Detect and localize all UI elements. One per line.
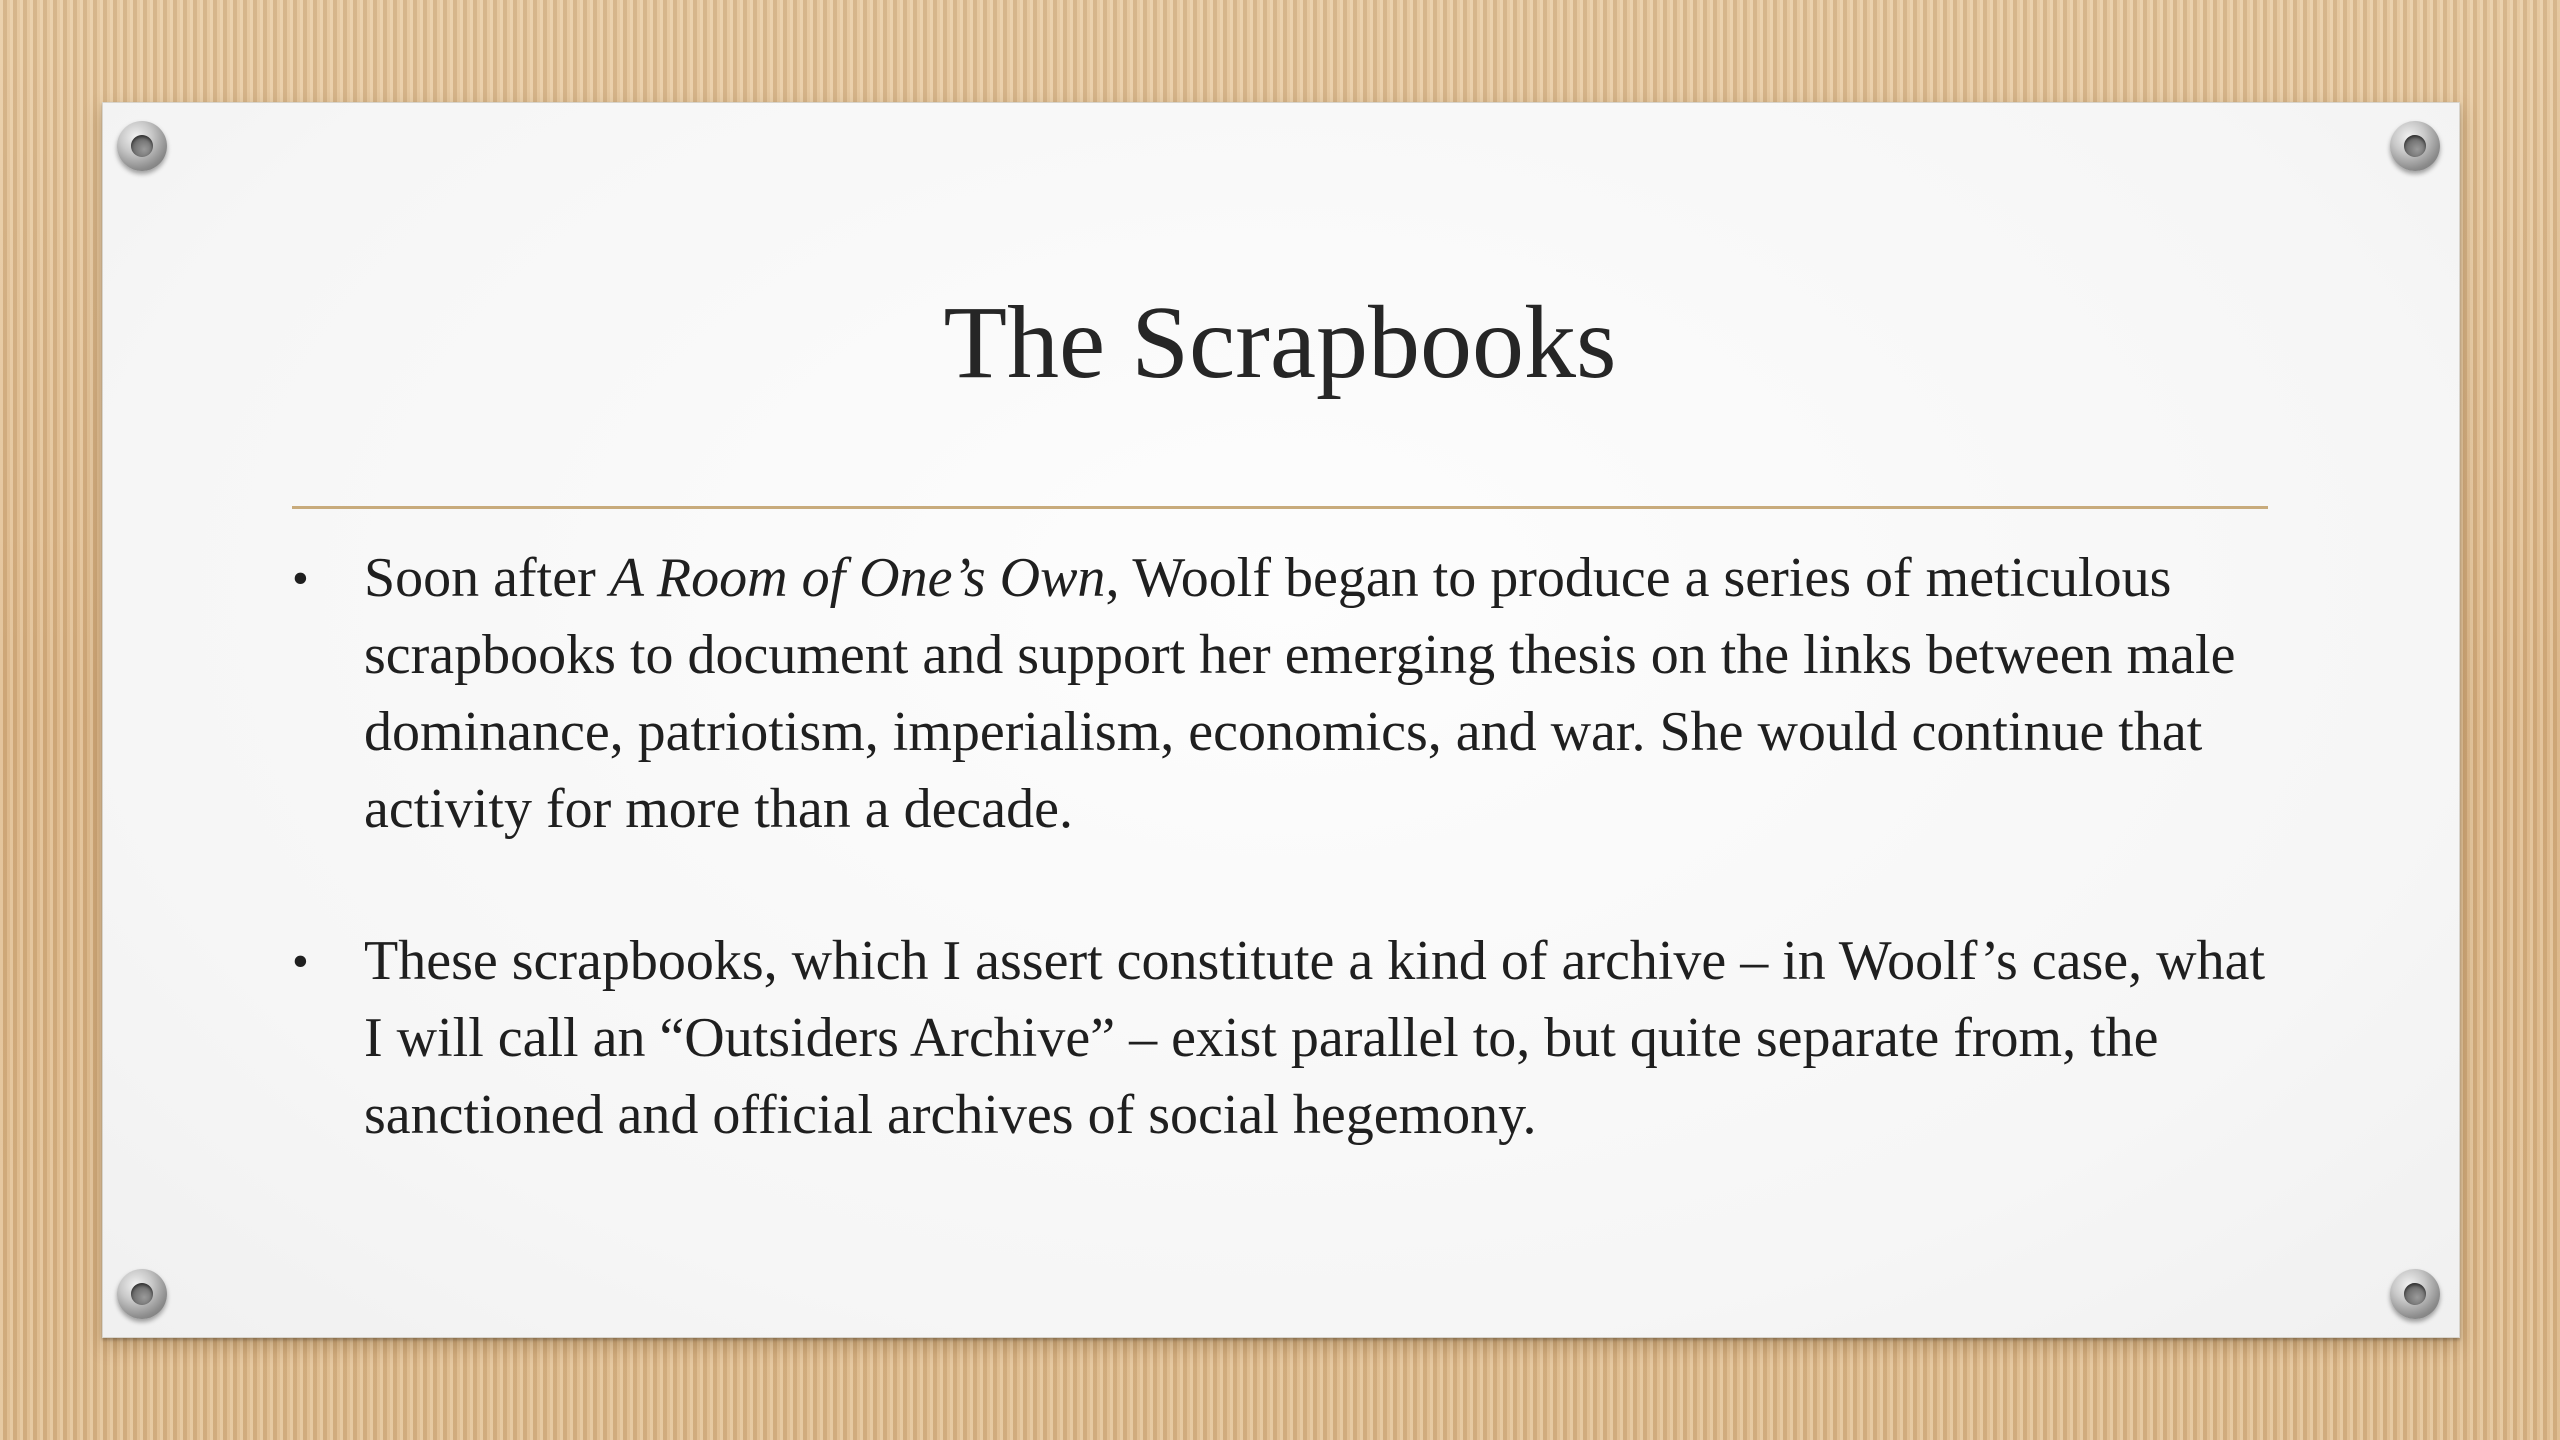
- bullet-dot-icon: •: [292, 552, 309, 605]
- bullet-item-2: [292, 923, 2292, 1154]
- bullet-1-text-after: , Woolf began to produce a series of meticulous scrapbooks to document and support her emerging thesis on the links between male dominance, patriotism, imperialism, economics, and war. She would continue that activity for more than a decade.: [364, 547, 2236, 840]
- grommet-icon-bottom-left: [117, 1269, 167, 1319]
- grommet-icon-bottom-right: [2390, 1269, 2440, 1319]
- bullet-2-text: These scrapbooks, which I assert constitute a kind of archive – in Woolf’s case, what I will call an “Outsiders Archive” – exist parallel to, but quite separate from, the sanctioned and official archives of social hegemony.: [364, 930, 2266, 1146]
- title-divider: [292, 506, 2268, 509]
- grommet-icon-top-left: [117, 121, 167, 171]
- slide-title: The Scrapbooks: [943, 285, 1617, 400]
- bullet-dot-icon: •: [292, 935, 309, 988]
- bullet-1-book-title: A Room of One’s Own: [609, 547, 1106, 609]
- bullet-1-text-before: Soon after: [364, 547, 610, 609]
- bullet-item-1: [292, 540, 2292, 848]
- grommet-icon-top-right: [2390, 121, 2440, 171]
- bullet-list: [292, 540, 2292, 1154]
